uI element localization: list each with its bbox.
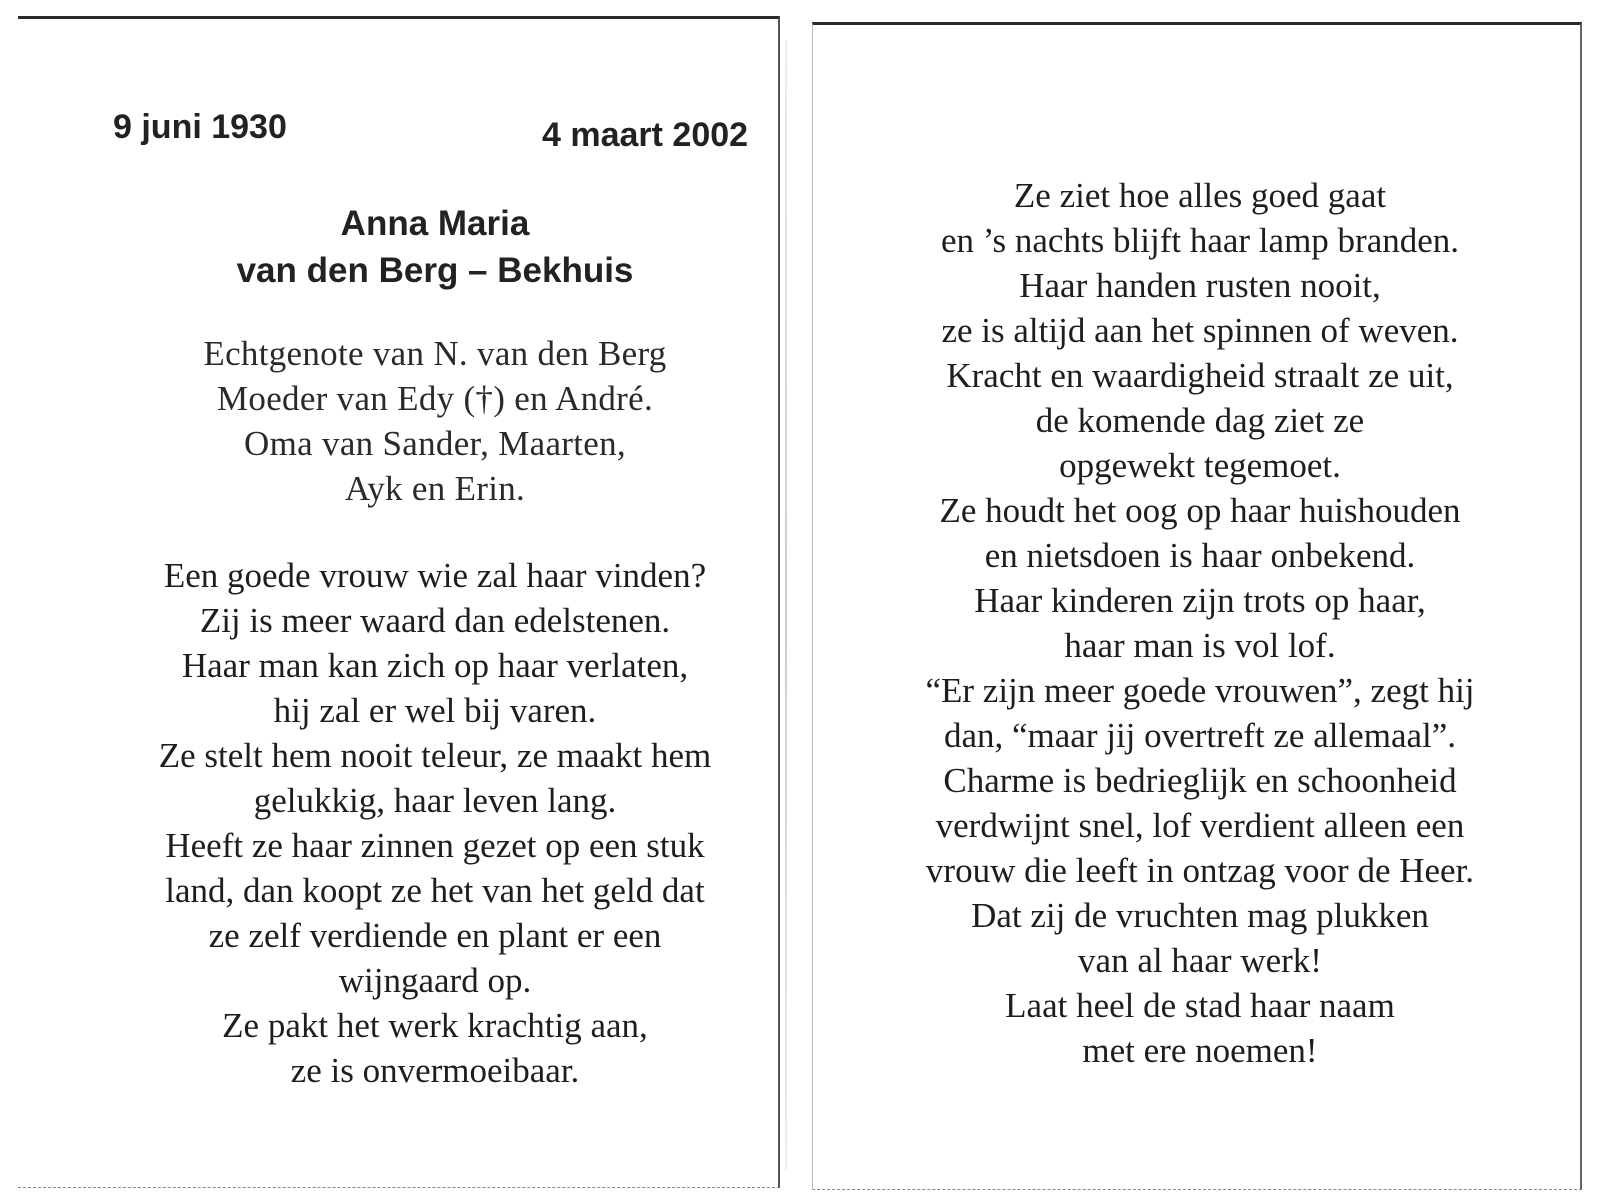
poem-line: hij zal er wel bij varen. [273,691,597,730]
poem-line: Ze pakt het werk krachtig aan, [222,1006,648,1045]
poem-line: wijngaard op. [338,961,532,1000]
relation-line: Echtgenote van N. van den Berg [203,334,667,373]
relation-line: Ayk en Erin. [344,469,526,508]
poem-line: Laat heel de stad haar naam [1005,986,1395,1025]
poem-line: Kracht en waardigheid straalt ze uit, [946,356,1454,395]
poem-line: en nietsdoen is haar onbekend. [984,536,1416,575]
deceased-name [100,200,770,294]
poem-line: de komende dag ziet ze [1035,401,1365,440]
poem-line: en ’s nachts blijft haar lamp branden. [940,221,1460,260]
poem-line: ze is altijd aan het spinnen of weven. [941,311,1459,350]
fold-shadow [785,40,787,1170]
poem-line: Haar handen rusten nooit, [1019,266,1381,305]
poem-line: met ere noemen! [1082,1031,1318,1070]
name-line-first: Anna Maria [340,204,530,243]
poem-line: dan, “maar jij overtreft ze allemaal”. [943,716,1457,755]
poem-line: Dat zij de vruchten mag plukken [971,896,1429,935]
poem-line: gelukkig, haar leven lang. [253,781,617,820]
poem-line: Ze stelt hem nooit teleur, ze maakt hem [158,736,712,775]
poem-line: Charme is bedrieglijk en schoonheid [943,761,1457,800]
poem-line: opgewekt tegemoet. [1059,446,1341,485]
poem-line: ze zelf verdiende en plant er een [208,916,662,955]
relation-line: Oma van Sander, Maarten, [244,424,626,463]
poem-line: Ze houdt het oog op haar huishouden [939,491,1461,530]
poem-left [100,553,770,1093]
poem-line: land, dan koopt ze het van het geld dat [165,871,705,910]
name-line-family: van den Berg – Bekhuis [236,251,634,290]
birth-date: 9 juni 1930 [113,108,287,146]
poem-line: vrouw die leeft in ontzag voor de Heer. [925,851,1475,890]
poem-line: “Er zijn meer goede vrouwen”, zegt hij [925,671,1475,710]
poem-line: van al haar werk! [1078,941,1322,980]
poem-line: Haar man kan zich op haar verlaten, [181,646,689,685]
poem-line: Een goede vrouw wie zal haar vinden? [163,556,707,595]
family-relations [100,331,770,511]
poem-line: Ze ziet hoe alles goed gaat [1013,176,1387,215]
poem-line: haar man is vol lof. [1064,626,1336,665]
relation-line: Moeder van Edy (†) en André. [216,379,654,418]
poem-line: Haar kinderen zijn trots op haar, [974,581,1426,620]
death-date: 4 maart 2002 [542,116,749,154]
poem-line: Heeft ze haar zinnen gezet op een stuk [165,826,705,865]
poem-line: Zij is meer waard dan edelstenen. [199,601,671,640]
poem-line: verdwijnt snel, lof verdient alleen een [935,806,1465,845]
poem-right [860,173,1540,1073]
poem-line: ze is onvermoeibaar. [290,1051,580,1090]
